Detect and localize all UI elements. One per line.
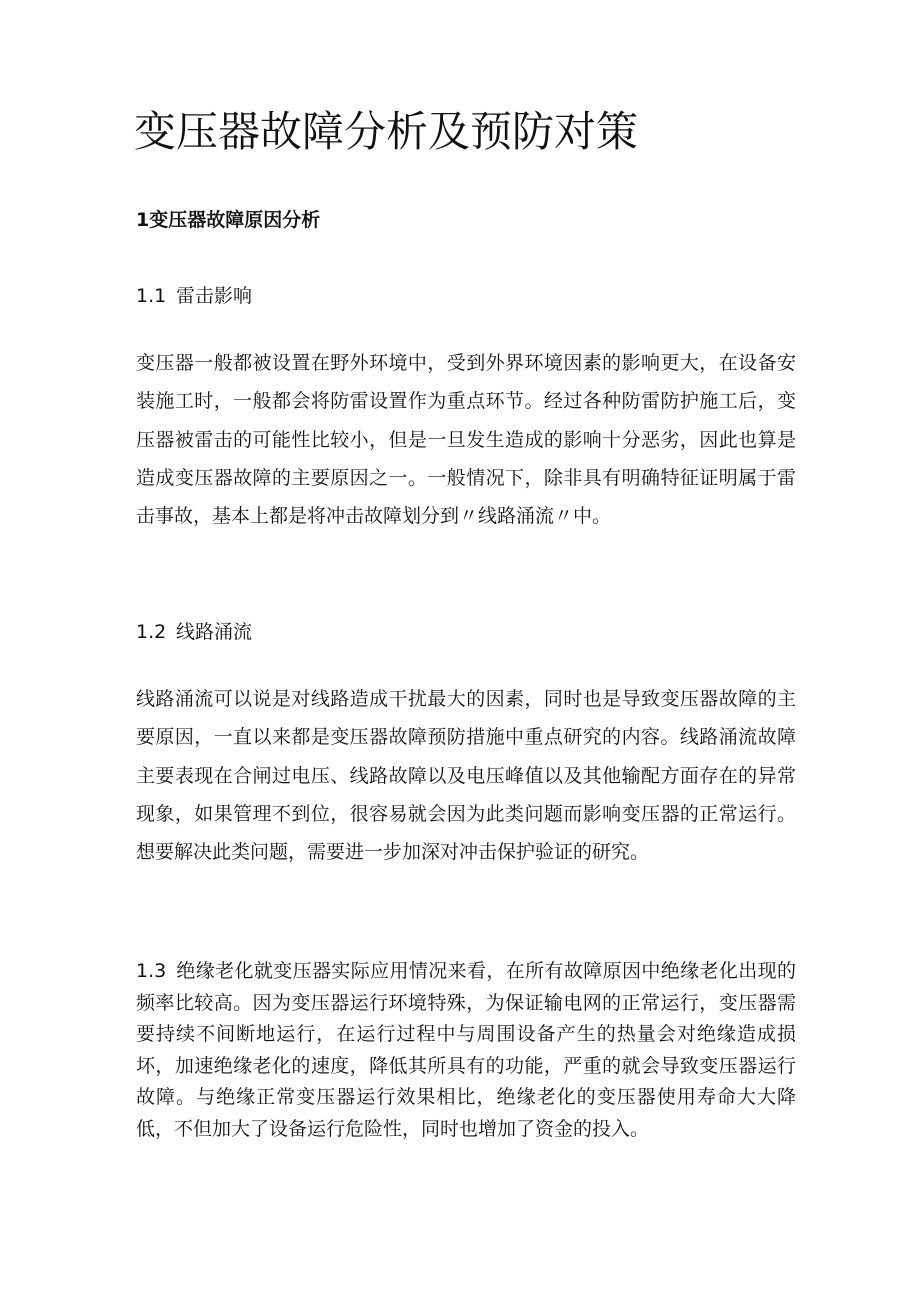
paragraph-line-surge: 线路涌流可以说是对线路造成干扰最大的因素，同时也是导致变压器故障的主要原因，一直以来都是变压器故障预防措施中重点研究的内容。线路涌流故障主要表现在合闸过电压、线路故障以及电压峰值以及其他输配方面存在的异常现象，如果管理不到位，很容易就会因为此类问题而影响变压器的正常运行。想要解决此类问题，需要进一步加深对冲击保护验证的研究。 — [136, 688, 796, 864]
subsection-heading-1-1 — [136, 282, 252, 310]
subsection-body: 就变压器实际应用情况来看，在所有故障原因中绝缘老化出现的频率比较高。因为变压器运行环境特殊，为保证输电网的正常运行，变压器需要持续不间断地运行，在运行过程中与周围设备产生的热量会对绝缘造成损坏，加速绝缘老化的速度，降低其所具有的功能，严重的就会导致变压器运行故障。与绝缘正常变压器运行效果相比，绝缘老化的变压器使用寿命大大降低，不但加大了设备运行危险性，同时也增加了资金的投入。 — [136, 960, 796, 1140]
document-title: 变压器故障分析及预防对策 — [134, 107, 639, 156]
subsection-number: 1.1 — [136, 285, 167, 307]
paragraph-lightning: 变压器一般都被设置在野外环境中，受到外界环境因素的影响更大，在设备安装施工时，一般都会将防雷设置作为重点环节。经过各种防雷防护施工后，变压器被雷击的可能性比较小，但是一旦发生造成的影响十分恶劣，因此也算是造成变压器故障的主要原因之一。一般情况下，除非具有明确特征证明属于雷击事故，基本上都是将冲击故障划分到〃线路涌流〃中。 — [136, 352, 796, 528]
paragraph-insulation-aging — [136, 956, 796, 1145]
section-heading: 1变压器故障原因分析 — [136, 209, 321, 231]
subsection-number: 1.2 — [136, 621, 167, 643]
subsection-title: 雷击影响 — [176, 285, 253, 307]
subsection-heading-1-2 — [136, 618, 252, 646]
subsection-number: 1.3 — [136, 960, 167, 982]
subsection-title: 线路涌流 — [176, 621, 253, 643]
subsection-title: 绝缘老化 — [176, 960, 254, 982]
